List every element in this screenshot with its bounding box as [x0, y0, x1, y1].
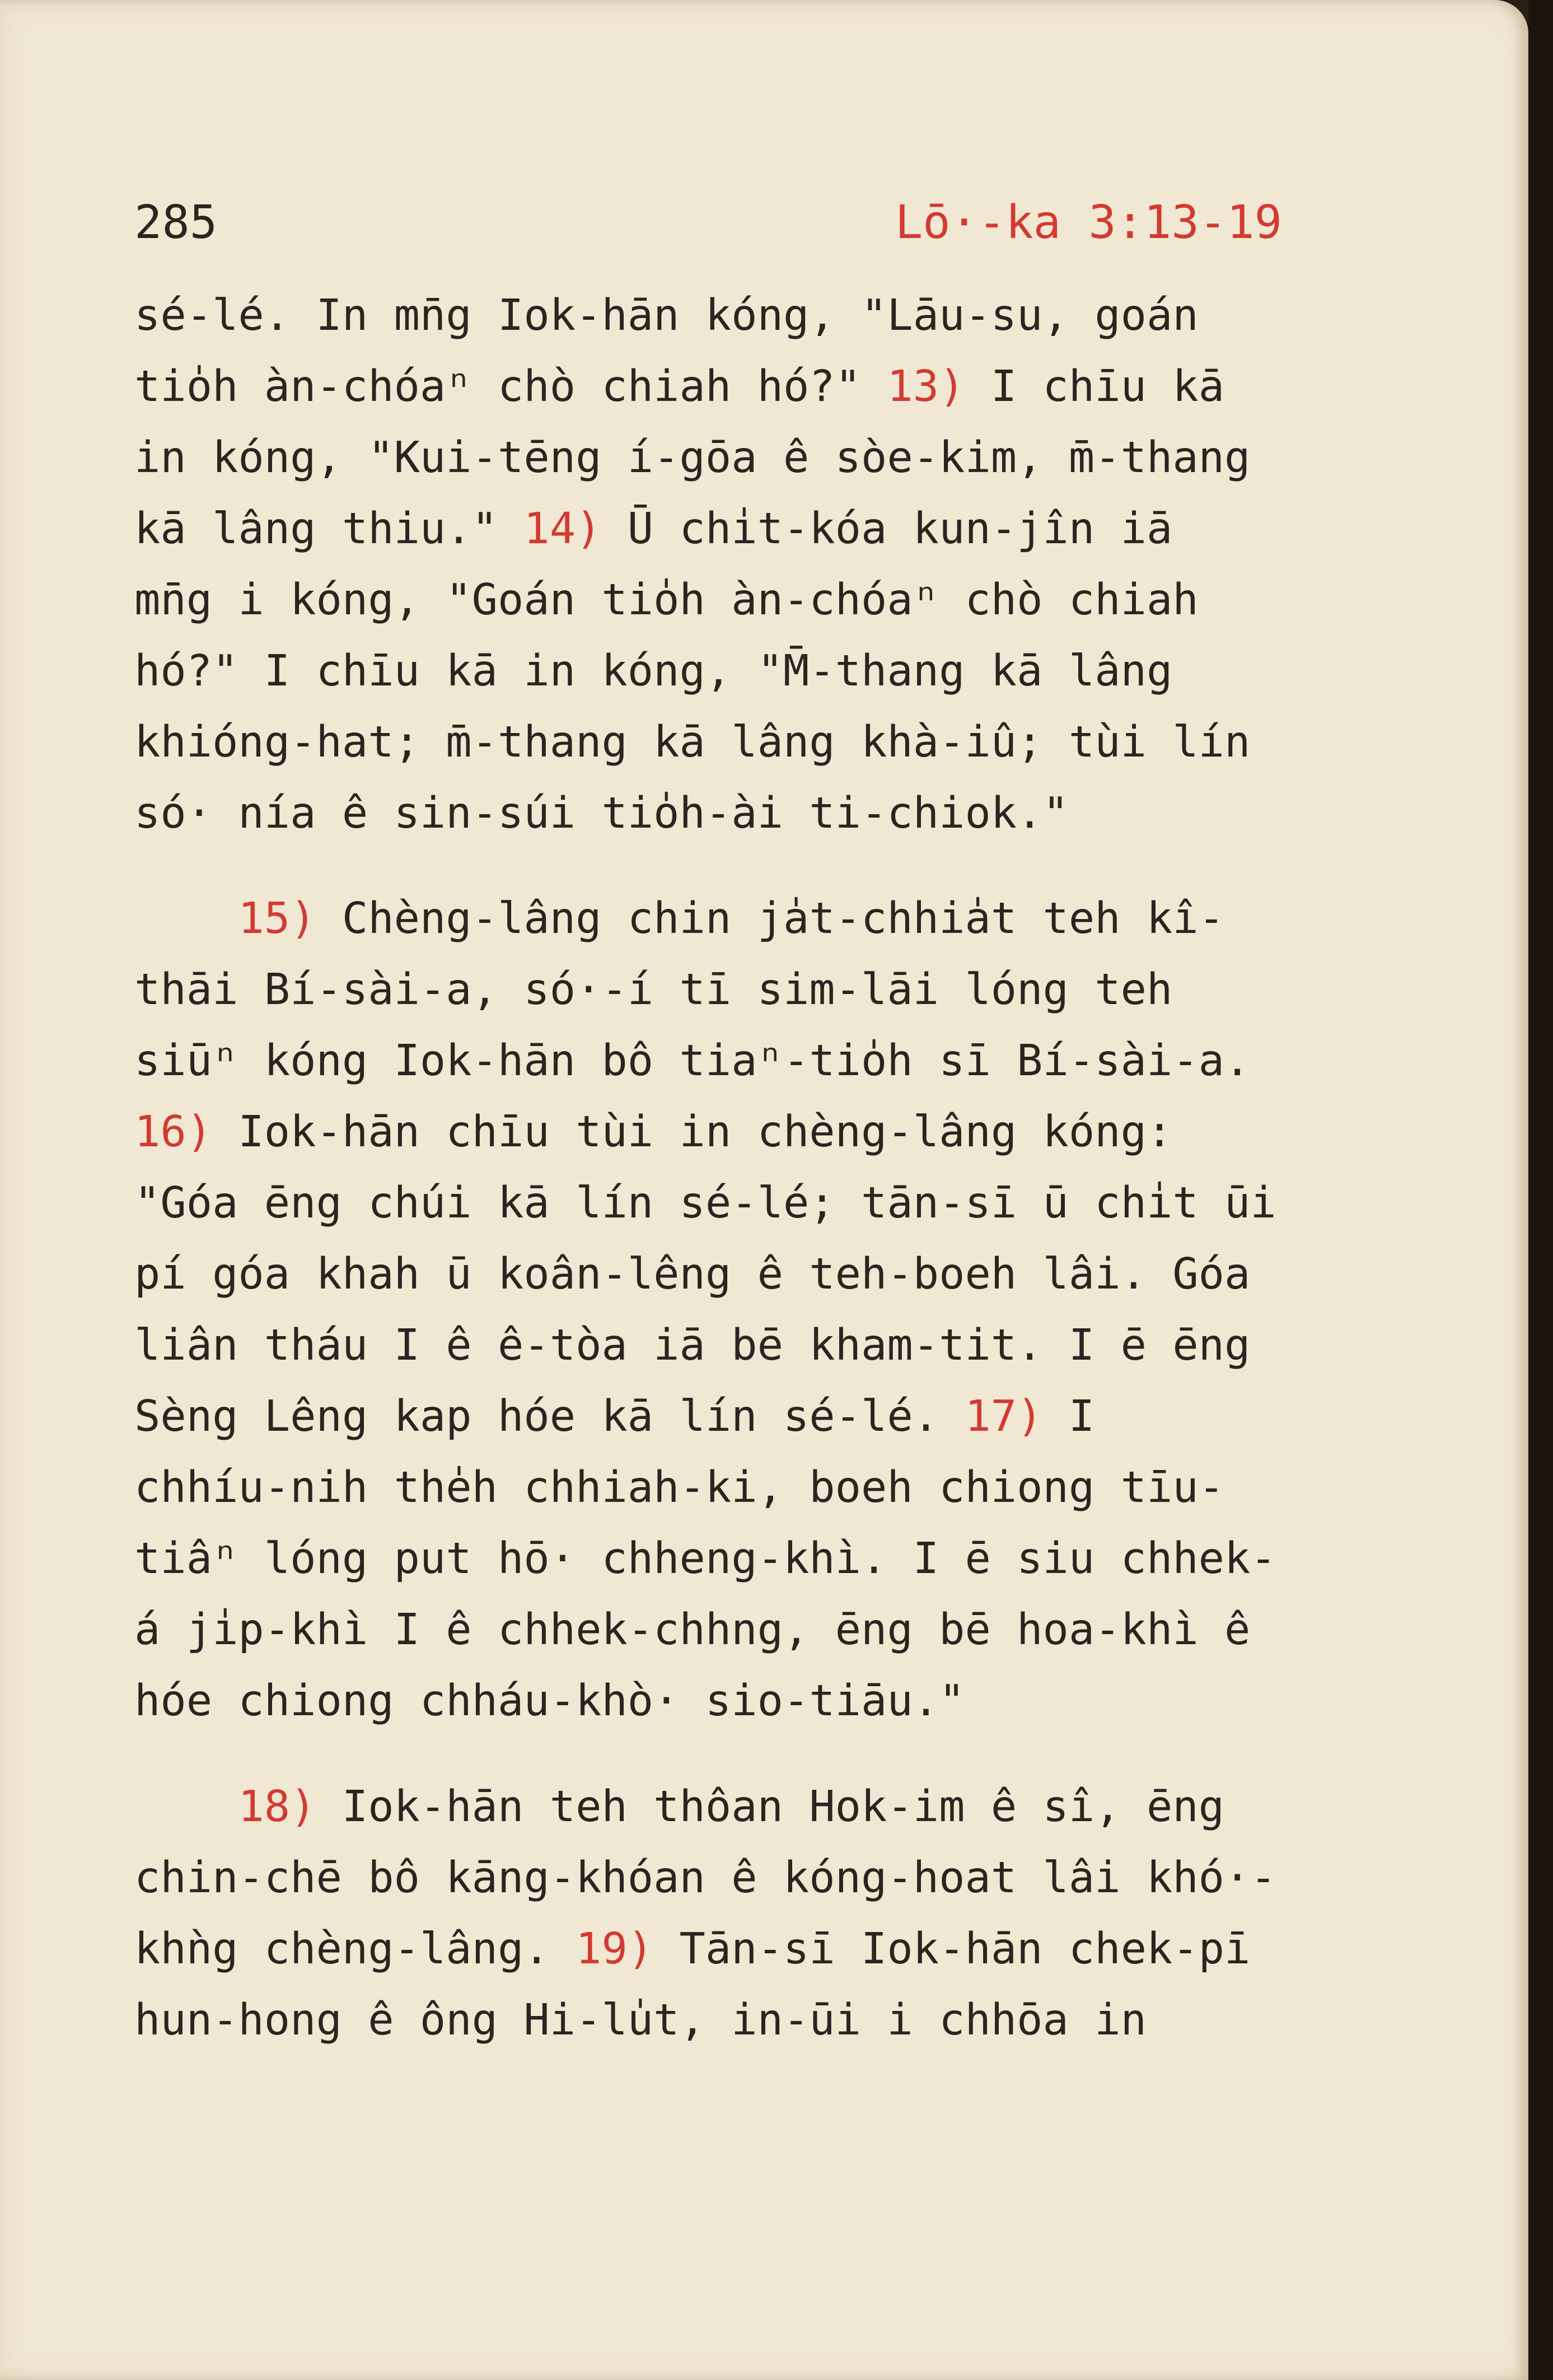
text-segment: Sèng Lêng kap hóe kā lín sé-lé.: [134, 1392, 965, 1441]
text-segment: chhíu-nih the̍h chhiah-ki, boeh chiong tīu-: [134, 1463, 1225, 1513]
text-line: [134, 1665, 1422, 1737]
paragraph: [134, 1771, 1422, 2056]
text-segment: khióng-hat; m̄-thang kā lâng khà-iû; tùi lín: [134, 717, 1251, 767]
text-line: [134, 954, 1422, 1025]
text-line: [134, 1594, 1422, 1665]
text-segment: chin-chē bô kāng-khóan ê kóng-hoat lâi khó·-: [134, 1853, 1276, 1903]
text-segment: "Góa ēng chúi kā lín sé-lé; tān-sī ū chi̍t ūi: [134, 1178, 1276, 1228]
text-segment: hó?" I chīu kā in kóng, "M̄-thang kā lâng: [134, 646, 1173, 696]
text-line: [134, 707, 1422, 778]
page-edge: [1528, 0, 1553, 2380]
text-line: [134, 1914, 1422, 1985]
text-line: [134, 778, 1422, 849]
verse-number: 18): [238, 1782, 316, 1832]
text-line: [134, 1025, 1422, 1096]
text-segment: siūⁿ kóng Iok-hān bô tiaⁿ-tio̍h sī Bí-sài-a.: [134, 1036, 1251, 1086]
text-segment: sé-lé. In mn̄g Iok-hān kóng, "Lāu-su, goán: [134, 291, 1199, 340]
text-segment: liân tháu I ê ê-tòa iā bē kham-tit. I ē ēng: [134, 1320, 1251, 1370]
text-segment: Iok-hān teh thôan Hok-im ê sî, ēng: [316, 1782, 1225, 1832]
paragraph: [134, 280, 1422, 849]
text-segment: I: [1042, 1392, 1095, 1441]
text-line: [134, 1452, 1422, 1523]
text-line: [134, 1985, 1422, 2056]
verse-number: 19): [576, 1924, 654, 1974]
text-line: [134, 564, 1422, 636]
text-segment: Ū chi̍t-kóa kun-jîn iā: [601, 504, 1173, 554]
verse-number: 13): [887, 362, 965, 412]
running-head: Lō·-ka 3:13-19: [895, 196, 1282, 249]
text-segment: Tān-sī Iok-hān chek-pī: [653, 1924, 1251, 1974]
page-header: [134, 196, 1282, 258]
text-line: [134, 1096, 1422, 1168]
text-segment: só· nía ê sin-súi tio̍h-ài ti-chiok.": [134, 788, 1069, 838]
text-segment: I chīu kā: [965, 362, 1225, 412]
text-segment: in kóng, "Kui-tēng í-gōa ê sòe-kim, m̄-thang: [134, 433, 1251, 483]
verse-number: 17): [965, 1392, 1043, 1441]
text-segment: Iok-hān chīu tùi in chèng-lâng kóng:: [212, 1107, 1173, 1157]
text-line: [134, 1523, 1422, 1594]
text-segment: pí góa khah ū koân-lêng ê teh-boeh lâi. Góa: [134, 1249, 1251, 1299]
verse-number: 14): [523, 504, 602, 554]
text-line: [134, 1168, 1422, 1239]
text-segment: hun-hong ê ông Hi-lu̍t, in-ūi i chhōa in: [134, 1995, 1147, 2045]
text-line: [134, 351, 1422, 422]
paragraph: [134, 883, 1422, 1737]
text-line: [134, 280, 1422, 351]
text-segment: hóe chiong chháu-khò· sio-tiāu.": [134, 1676, 965, 1726]
verse-number: 15): [238, 894, 316, 944]
text-segment: [134, 1782, 238, 1832]
text-segment: kā lâng thiu.": [134, 504, 524, 554]
text-segment: á ji̍p-khì I ê chhek-chhng, ēng bē hoa-khì ê: [134, 1605, 1251, 1655]
text-line: [134, 1310, 1422, 1381]
text-line: [134, 1771, 1422, 1842]
text-segment: mn̄g i kóng, "Goán tio̍h àn-chóaⁿ chò chiah: [134, 575, 1199, 625]
text-line: [134, 883, 1422, 954]
text-line: [134, 422, 1422, 493]
text-segment: thāi Bí-sài-a, só·-í tī sim-lāi lóng teh: [134, 965, 1173, 1015]
text-line: [134, 1239, 1422, 1310]
text-segment: tio̍h àn-chóaⁿ chò chiah hó?": [134, 362, 887, 412]
text-line: [134, 636, 1422, 707]
text-line: [134, 493, 1422, 564]
text-segment: khǹg chèng-lâng.: [134, 1924, 576, 1974]
verse-number: 16): [134, 1107, 213, 1157]
text-segment: [134, 894, 238, 944]
text-segment: Chèng-lâng chin ja̍t-chhia̍t teh kî-: [316, 894, 1225, 944]
text-segment: tiâⁿ lóng put hō· chheng-khì. I ē siu chhek-: [134, 1534, 1276, 1584]
page-number: 285: [134, 196, 218, 249]
text-line: [134, 1381, 1422, 1452]
text-line: [134, 1842, 1422, 1914]
